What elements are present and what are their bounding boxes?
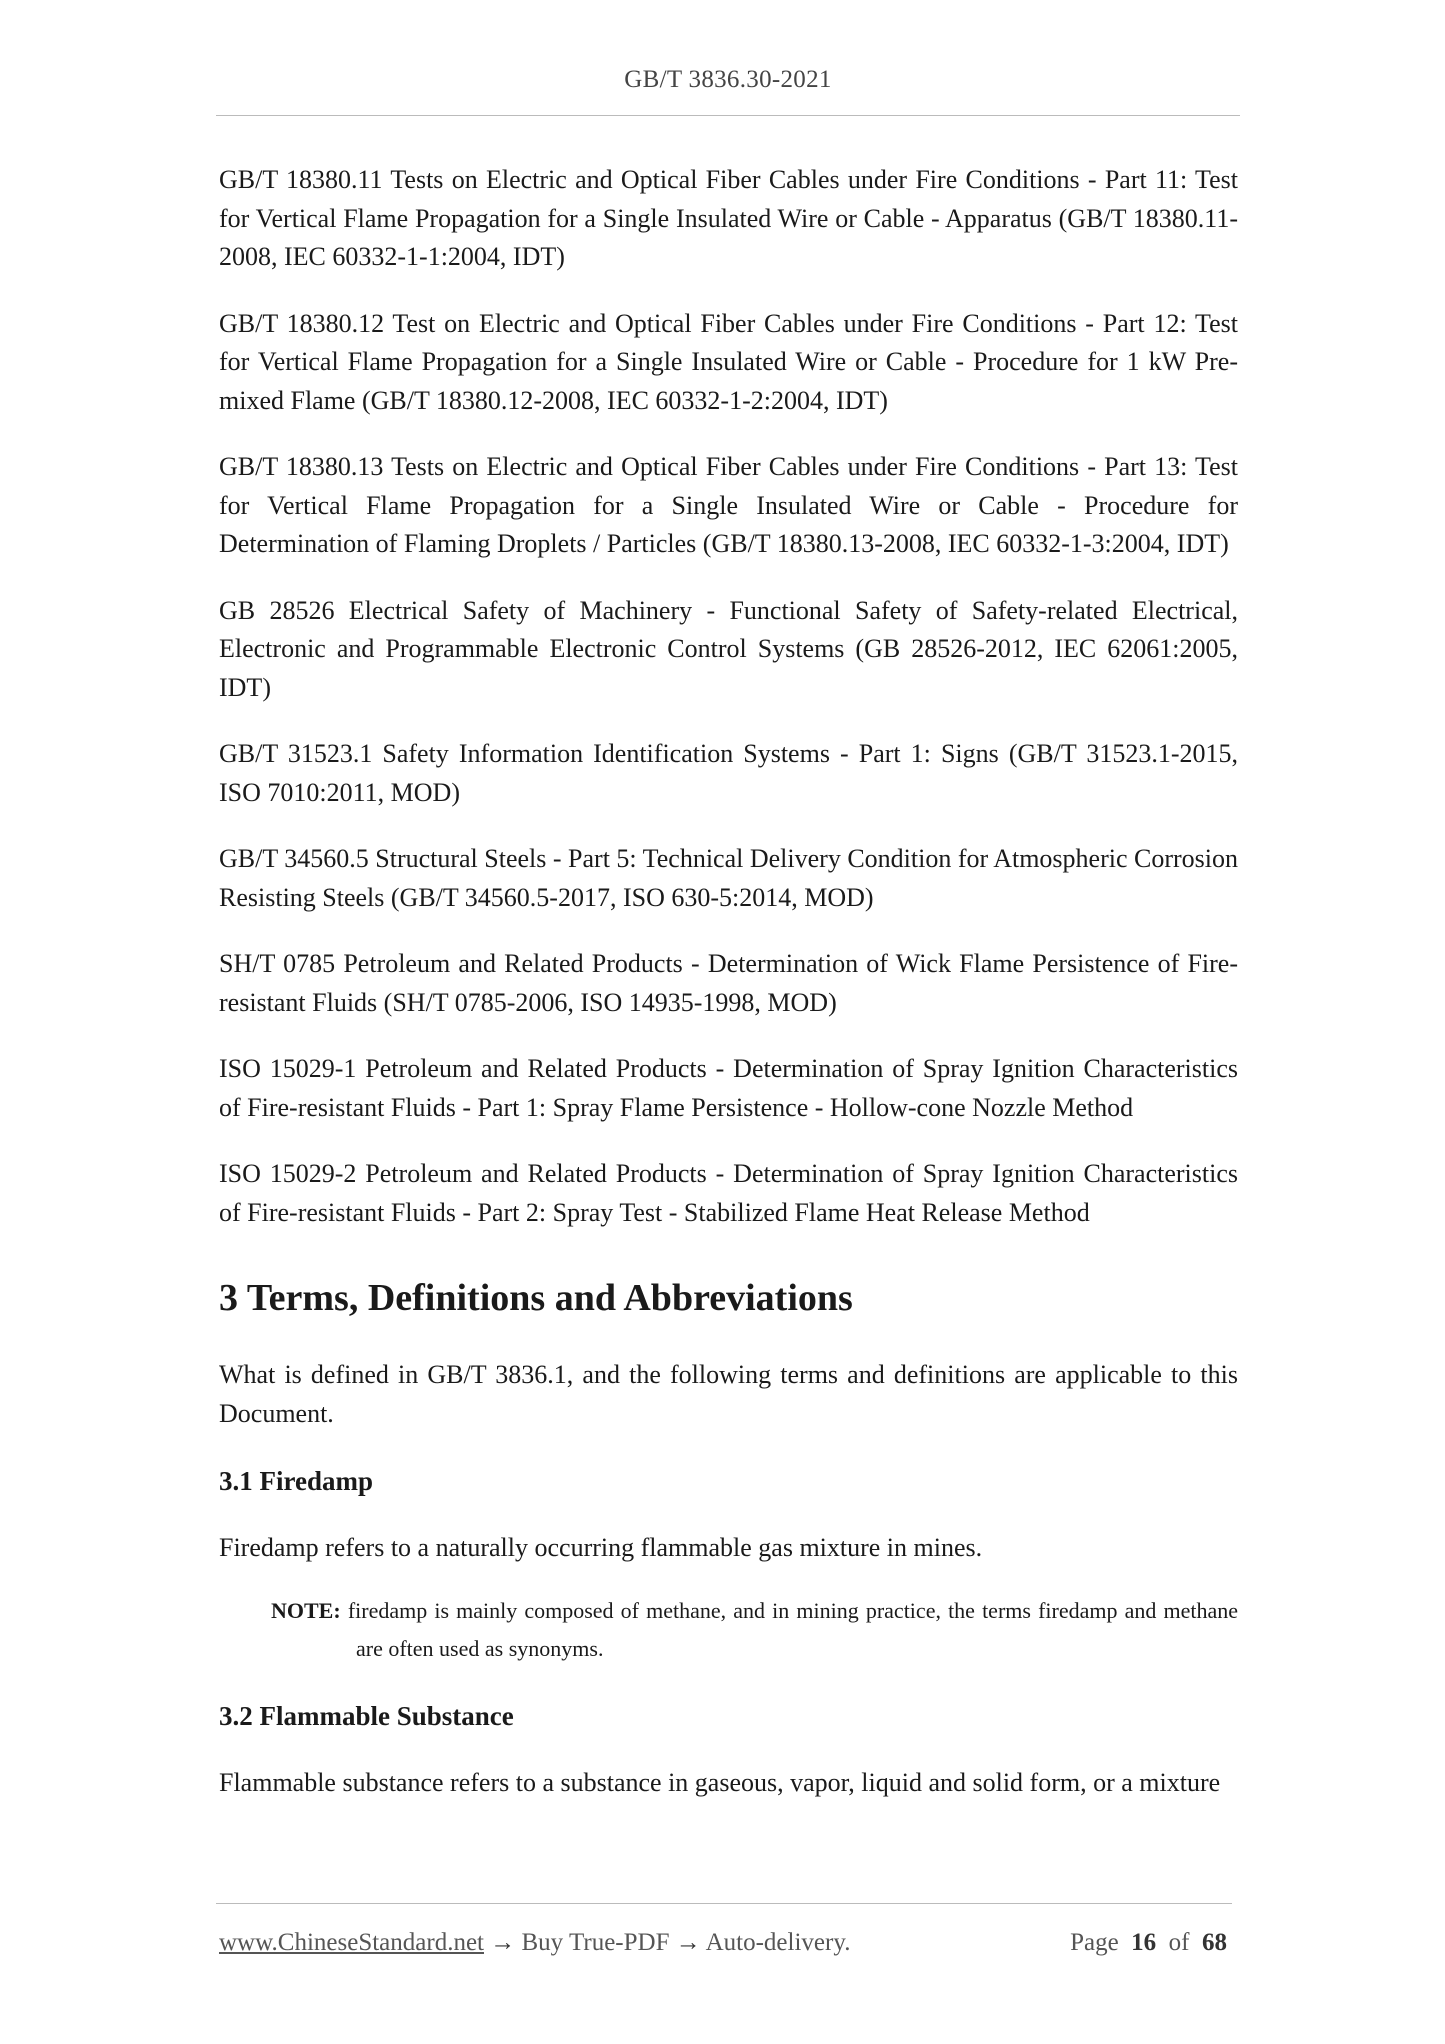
delivery-text: Auto-delivery. bbox=[705, 1929, 851, 1956]
total-pages: 68 bbox=[1202, 1929, 1227, 1956]
reference-entry: ISO 15029-1 Petroleum and Related Products - Determination of Spray Ignition Characteristics of Fire-resistant Fluids - Part 1: Spray Flame Persistence - Hollow-cone Nozzle Method bbox=[219, 1054, 1238, 1122]
footer-divider bbox=[216, 1903, 1232, 1904]
reference-entry: SH/T 0785 Petroleum and Related Products - Determination of Wick Flame Persistence of Fire-resistant Fluids (SH/T 0785-2006, ISO 14935-1998, MOD) bbox=[219, 949, 1238, 1017]
reference-entry: GB/T 18380.11 Tests on Electric and Optical Fiber Cables under Fire Conditions - Part 11: Test for Vertical Flame Propagation for a Single Insulated Wire or Cable - Apparatus (GB/T 18380.11-2008, IEC 60332-1-1:2004, IDT) bbox=[219, 165, 1238, 271]
page-content bbox=[219, 161, 1238, 1832]
page-number bbox=[1070, 1929, 1227, 1957]
term-heading-firedamp: 3.1 Firedamp bbox=[219, 1466, 373, 1496]
note-label: NOTE: bbox=[271, 1597, 341, 1623]
header-divider bbox=[216, 115, 1240, 116]
buy-text: Buy True-PDF bbox=[521, 1929, 670, 1956]
of-word: of bbox=[1168, 1929, 1190, 1956]
term-definition-firedamp: Firedamp refers to a naturally occurring flammable gas mixture in mines. bbox=[219, 1533, 983, 1562]
page-word: Page bbox=[1070, 1929, 1119, 1956]
reference-entry: GB/T 18380.13 Tests on Electric and Optical Fiber Cables under Fire Conditions - Part 13: Test for Vertical Flame Propagation for a Single Insulated Wire or Cable - Procedure for Determination of Flaming Droplets / Particles (GB/T 18380.13-2008, IEC 60332-1-3:2004, IDT) bbox=[219, 452, 1238, 558]
reference-entry: GB/T 34560.5 Structural Steels - Part 5: Technical Delivery Condition for Atmospheric Corrosion Resisting Steels (GB/T 34560.5-2017, ISO 630-5:2014, MOD) bbox=[219, 844, 1239, 912]
term-note bbox=[271, 1592, 1238, 1668]
section-intro: What is defined in GB/T 3836.1, and the following terms and definitions are applicable to this Document. bbox=[219, 1360, 1238, 1428]
reference-entry: GB 28526 Electrical Safety of Machinery - Functional Safety of Safety-related Electrical, Electronic and Programmable Electronic Control Systems (GB 28526-2012, IEC 62061:2005, IDT) bbox=[219, 595, 1238, 702]
arrow-right-icon: → bbox=[490, 1929, 516, 1956]
term-heading-flammable-substance: 3.2 Flammable Substance bbox=[219, 1700, 514, 1731]
footer-promo bbox=[219, 1929, 850, 1957]
note-text: firedamp is mainly composed of methane, and in mining practice, the terms firedamp and methane are often used as synonyms. bbox=[347, 1597, 1239, 1661]
site-link[interactable]: www.ChineseStandard.net bbox=[219, 1929, 484, 1956]
reference-entry: GB/T 18380.12 Test on Electric and Optical Fiber Cables under Fire Conditions - Part 12: Test for Vertical Flame Propagation for a Single Insulated Wire or Cable - Procedure for 1 kW Pre-mixed Flame (GB/T 18380.12-2008, IEC 60332-1-2:2004, IDT) bbox=[219, 308, 1238, 415]
current-page: 16 bbox=[1131, 1929, 1157, 1956]
reference-entry: ISO 15029-2 Petroleum and Related Products - Determination of Spray Ignition Characteristics of Fire-resistant Fluids - Part 2: Spray Test - Stabilized Flame Heat Release Method bbox=[219, 1159, 1238, 1227]
term-definition-flammable-substance: Flammable substance refers to a substance in gaseous, vapor, liquid and solid form, or a mixture bbox=[219, 1767, 1221, 1797]
reference-entry: GB/T 31523.1 Safety Information Identification Systems - Part 1: Signs (GB/T 31523.1-2015, ISO 7010:2011, MOD) bbox=[219, 739, 1238, 807]
section-heading: 3 Terms, Definitions and Abbreviations bbox=[219, 1277, 853, 1319]
page-header-standard-id: GB/T 3836.30-2021 bbox=[624, 66, 832, 93]
arrow-right-icon: → bbox=[675, 1929, 701, 1956]
